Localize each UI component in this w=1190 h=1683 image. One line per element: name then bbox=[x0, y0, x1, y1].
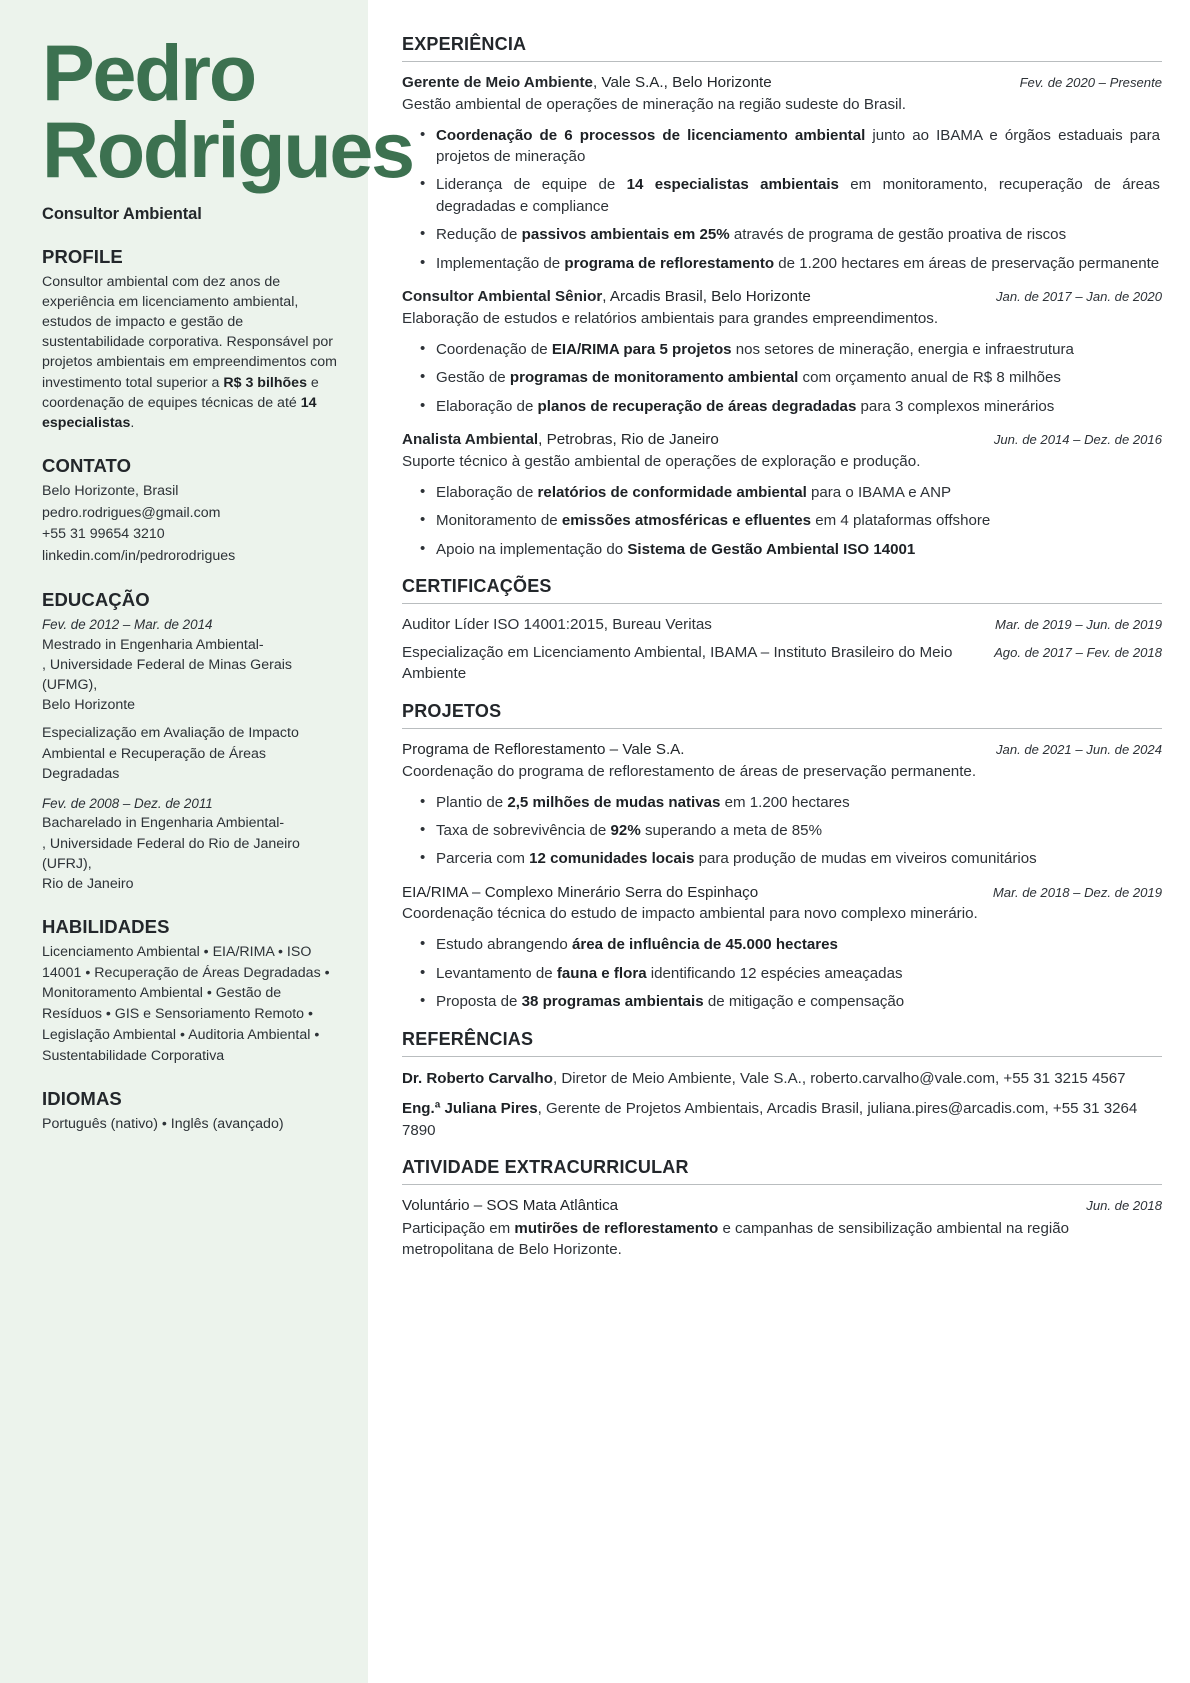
project-summary: Coordenação do programa de reflorestamento de áreas de preservação permanente. bbox=[402, 762, 977, 780]
job-title: Consultor Ambiental bbox=[42, 204, 202, 223]
bullet-bold: 12 comunidades locais bbox=[529, 850, 695, 868]
bullet-pre: Gestão de bbox=[436, 369, 510, 387]
bullet-pre: Proposta de bbox=[436, 993, 522, 1011]
project-header bbox=[402, 740, 1162, 761]
experience-title bbox=[402, 430, 976, 451]
bullet-bold: Sistema de Gestão Ambiental ISO 14001 bbox=[627, 540, 916, 558]
section-divider bbox=[402, 728, 1162, 729]
project-title: Programa de Reflorestamento – Vale S.A. bbox=[402, 740, 685, 758]
experience-summary: Elaboração de estudos e relatórios ambientais para grandes empreendimentos. bbox=[402, 309, 939, 327]
extracurricular-desc-bold: mutirões de reflorestamento bbox=[514, 1219, 719, 1237]
bullet-pre: Elaboração de bbox=[436, 397, 538, 415]
experience-entry bbox=[402, 430, 1162, 560]
contact-location: Belo Horizonte, Brasil bbox=[42, 483, 179, 500]
experience-company: , Vale S.A., Belo Horizonte bbox=[593, 74, 772, 91]
bullet-bold: área de influência de 45.000 hectares bbox=[571, 936, 838, 954]
experience-bullets bbox=[402, 339, 1162, 417]
education-item bbox=[42, 794, 340, 894]
projetos-heading: PROJETOS bbox=[402, 700, 502, 721]
bullet-post: nos setores de mineração, energia e infraestrutura bbox=[731, 340, 1074, 358]
bullet-item bbox=[436, 396, 1162, 417]
profile-text-3: . bbox=[130, 414, 135, 431]
experience-entry bbox=[402, 73, 1162, 274]
certification-row bbox=[402, 643, 1162, 685]
bullet-bold: passivos ambientais em 25% bbox=[521, 226, 730, 244]
education-degree-line3: Rio de Janeiro bbox=[42, 875, 134, 892]
education-degree-line1: Mestrado in Engenharia Ambiental- bbox=[42, 636, 264, 653]
bullet-bold: emissões atmosféricas e efluentes bbox=[561, 512, 812, 530]
certification-name: Especialização em Licenciamento Ambiental, IBAMA – Instituto Brasileiro do Meio Ambiente bbox=[402, 643, 953, 682]
habilidades-heading: HABILIDADES bbox=[42, 915, 170, 937]
bullet-bold: programas de monitoramento ambiental bbox=[509, 369, 799, 387]
bullet-post: de 1.200 hectares em áreas de preservação permanente bbox=[774, 254, 1160, 272]
bullet-post: para o IBAMA e ANP bbox=[806, 483, 952, 501]
contato-heading: CONTATO bbox=[42, 455, 132, 477]
educacao-heading: EDUCAÇÃO bbox=[42, 589, 150, 611]
bullet-item bbox=[436, 820, 1162, 841]
idiomas-heading: IDIOMAS bbox=[42, 1088, 122, 1110]
contact-email[interactable]: pedro.rodrigues@gmail.com bbox=[42, 504, 221, 521]
experience-role: Analista Ambiental bbox=[402, 431, 539, 449]
reference-details: , Diretor de Meio Ambiente, Vale S.A., roberto.carvalho@vale.com, +55 31 3215 4567 bbox=[552, 1069, 1126, 1087]
section-profile bbox=[42, 246, 340, 433]
experience-date: Fev. de 2020 – Presente bbox=[1019, 75, 1162, 90]
bullet-item bbox=[436, 224, 1162, 245]
certification-date: Ago. de 2017 – Fev. de 2018 bbox=[994, 644, 1162, 660]
bullet-item bbox=[436, 963, 1162, 984]
experience-bullets bbox=[402, 125, 1162, 275]
full-name bbox=[42, 28, 413, 195]
certification-name: Auditor Líder ISO 14001:2015, Bureau Veritas bbox=[402, 615, 712, 633]
project-bullets bbox=[402, 792, 1162, 870]
bullet-post: em 4 plataformas offshore bbox=[811, 512, 991, 530]
bullet-pre: Redução de bbox=[436, 226, 522, 244]
bullet-post: em 1.200 hectares bbox=[720, 793, 850, 811]
experience-date: Jan. de 2017 – Jan. de 2020 bbox=[996, 289, 1162, 305]
extracurricular-date: Jun. de 2018 bbox=[1086, 1197, 1162, 1213]
section-certificacoes bbox=[402, 576, 1162, 685]
section-divider bbox=[402, 1184, 1162, 1185]
experience-role: Gerente de Meio Ambiente bbox=[402, 74, 594, 91]
bullet-post: identificando 12 espécies ameaçadas bbox=[646, 964, 903, 982]
extracurricular-header bbox=[402, 1196, 1162, 1217]
project-summary: Coordenação técnica do estudo de impacto ambiental para novo complexo minerário. bbox=[402, 905, 978, 923]
project-date: Mar. de 2018 – Dez. de 2019 bbox=[992, 884, 1162, 900]
bullet-pre: Estudo abrangendo bbox=[436, 936, 572, 954]
bullet-item bbox=[436, 510, 1162, 531]
experience-title bbox=[402, 73, 1002, 94]
profile-bold-1: R$ 3 bilhões bbox=[223, 374, 307, 391]
project-entry bbox=[402, 740, 1162, 870]
profile-text-2: e coordenação de equipes técnicas de até bbox=[42, 374, 319, 411]
sidebar bbox=[0, 0, 413, 1683]
bullet-item bbox=[436, 792, 1162, 813]
bullet-pre: Levantamento de bbox=[436, 964, 557, 982]
bullet-pre: Elaboração de bbox=[436, 483, 538, 501]
name-block bbox=[42, 0, 413, 224]
experience-date: Jun. de 2014 – Dez. de 2016 bbox=[993, 432, 1162, 448]
bullet-pre: Taxa de sobrevivência de bbox=[436, 821, 611, 839]
main-column bbox=[368, 0, 1190, 1683]
extracurricular-title: Voluntário – SOS Mata Atlântica bbox=[402, 1196, 619, 1214]
section-divider bbox=[402, 603, 1162, 604]
experience-header bbox=[402, 73, 1162, 94]
section-divider bbox=[402, 1056, 1162, 1057]
bullet-item bbox=[436, 253, 1162, 274]
profile-text bbox=[42, 272, 340, 433]
bullet-bold: 14 especialistas ambientais bbox=[626, 176, 839, 194]
bullet-bold: 38 programas ambientais bbox=[521, 993, 704, 1011]
bullet-post: em monitoramento, recuperação de áreas degradadas e compliance bbox=[436, 176, 1160, 215]
experience-company: , Petrobras, Rio de Janeiro bbox=[538, 431, 719, 449]
experience-title bbox=[402, 287, 978, 308]
reference-name: Dr. Roberto Carvalho bbox=[402, 1069, 553, 1087]
education-degree-line2: , Universidade Federal de Minas Gerais (UFMG), bbox=[42, 656, 292, 694]
bullet-bold: Coordenação de 6 processos de licenciamento ambiental bbox=[436, 126, 866, 144]
education-degree-line2: , Universidade Federal do Rio de Janeiro (UFRJ), bbox=[42, 835, 300, 872]
bullet-pre: Coordenação de bbox=[436, 340, 552, 358]
experience-summary: Suporte técnico à gestão ambiental de operações de exploração e produção. bbox=[402, 452, 921, 470]
referencias-heading: REFERÊNCIAS bbox=[402, 1028, 534, 1049]
bullet-item bbox=[436, 482, 1162, 503]
experience-header bbox=[402, 287, 1162, 308]
section-experiencia bbox=[402, 34, 1162, 560]
bullet-item bbox=[436, 991, 1162, 1012]
bullet-post: de mitigação e compensação bbox=[703, 993, 905, 1011]
languages-list: Português (nativo) • Inglês (avançado) bbox=[42, 1116, 284, 1133]
bullet-pre: Implementação de bbox=[436, 254, 565, 272]
extracurricular-desc-pre: Participação em bbox=[402, 1219, 515, 1237]
experience-entry bbox=[402, 287, 1162, 417]
project-date: Jan. de 2021 – Jun. de 2024 bbox=[996, 741, 1162, 757]
contact-phone[interactable]: +55 31 99654 3210 bbox=[42, 526, 165, 543]
certification-date: Mar. de 2019 – Jun. de 2019 bbox=[995, 616, 1162, 632]
reference-item bbox=[402, 1098, 1162, 1141]
reference-details: , Gerente de Projetos Ambientais, Arcadis Brasil, juliana.pires@arcadis.com, +55 31 3264 7890 bbox=[402, 1100, 1138, 1139]
bullet-item bbox=[436, 125, 1162, 168]
bullet-item bbox=[436, 539, 1162, 560]
profile-heading: PROFILE bbox=[42, 245, 123, 267]
first-name: Pedro bbox=[42, 28, 255, 117]
section-contato bbox=[42, 455, 340, 567]
bullet-pre: Monitoramento de bbox=[436, 512, 562, 530]
education-extra: Especialização em Avaliação de Impacto Ambiental e Recuperação de Áreas Degradadas bbox=[42, 725, 299, 782]
experience-bullets bbox=[402, 482, 1162, 560]
certification-row bbox=[402, 615, 1162, 636]
skills-list: Licenciamento Ambiental • EIA/RIMA • ISO 14001 • Recuperação de Áreas Degradadas • Monitoramento Ambiental • Gestão de Resíduos • GIS e Sensoriamento Remoto • Legislação Ambiental • Auditoria Ambiental • Sustentabilidade Corporativa bbox=[42, 943, 330, 1064]
section-divider bbox=[402, 61, 1162, 62]
experience-header bbox=[402, 430, 1162, 451]
education-date: Fev. de 2012 – Mar. de 2014 bbox=[42, 617, 213, 633]
education-degree-line3: Belo Horizonte bbox=[42, 697, 136, 714]
experiencia-heading: EXPERIÊNCIA bbox=[402, 34, 527, 54]
profile-text-1: Consultor ambiental com dez anos de experiência em licenciamento ambiental, estudos de impacto e gestão de sustentabilidade corporativa. Responsável por projetos ambientais em empreendimentos com investimento total superior a bbox=[42, 273, 337, 391]
experience-role: Consultor Ambiental Sênior bbox=[402, 288, 603, 306]
bullet-item bbox=[436, 934, 1162, 955]
bullet-bold: planos de recuperação de áreas degradadas bbox=[537, 397, 857, 415]
section-referencias bbox=[402, 1029, 1162, 1141]
bullet-post: para produção de mudas em viveiros comunitários bbox=[694, 850, 1037, 868]
section-idiomas bbox=[42, 1088, 340, 1135]
reference-name: Eng.ª Juliana Pires bbox=[402, 1100, 538, 1118]
project-header bbox=[402, 883, 1162, 904]
education-degree-line1: Bacharelado in Engenharia Ambiental- bbox=[42, 815, 285, 832]
extracurricular-description bbox=[402, 1218, 1162, 1261]
bullet-item bbox=[436, 367, 1162, 388]
bullet-post: com orçamento anual de R$ 8 milhões bbox=[798, 369, 1061, 387]
bullet-bold: 92% bbox=[610, 821, 641, 839]
bullet-item bbox=[436, 339, 1162, 360]
bullet-item bbox=[436, 174, 1162, 217]
last-name: Rodrigues bbox=[42, 105, 413, 195]
education-date: Fev. de 2008 – Dez. de 2011 bbox=[42, 795, 213, 811]
project-title: EIA/RIMA – Complexo Minerário Serra do Espinhaço bbox=[402, 883, 759, 901]
bullet-bold: relatórios de conformidade ambiental bbox=[537, 483, 807, 501]
bullet-bold: programa de reflorestamento bbox=[564, 254, 775, 272]
contact-linkedin[interactable]: linkedin.com/in/pedrorodrigues bbox=[42, 547, 236, 564]
bullet-pre: Plantio de bbox=[436, 793, 508, 811]
bullet-pre: Parceria com bbox=[436, 850, 530, 868]
bullet-post: para 3 complexos minerários bbox=[856, 397, 1055, 415]
bullet-bold: EIA/RIMA para 5 projetos bbox=[551, 340, 732, 358]
bullet-post: através de programa de gestão proativa de riscos bbox=[729, 226, 1067, 244]
bullet-bold: fauna e flora bbox=[556, 964, 647, 982]
certificacoes-heading: CERTIFICAÇÕES bbox=[402, 575, 552, 596]
experience-company: , Arcadis Brasil, Belo Horizonte bbox=[602, 288, 811, 306]
extracurricular-desc-post: e campanhas de sensibilização ambiental na região metropolitana de Belo Horizonte. bbox=[402, 1219, 1069, 1259]
section-habilidades bbox=[42, 916, 340, 1066]
extracurricular-entry bbox=[402, 1196, 1162, 1261]
extracurricular-heading: ATIVIDADE EXTRACURRICULAR bbox=[402, 1156, 689, 1177]
project-entry bbox=[402, 883, 1162, 1013]
project-bullets bbox=[402, 934, 1162, 1012]
section-educacao bbox=[42, 589, 340, 894]
profile-bold-2: 14 especialistas bbox=[42, 394, 317, 431]
bullet-post: junto ao IBAMA e órgãos estaduais para projetos de mineração bbox=[436, 126, 1160, 166]
bullet-item bbox=[436, 848, 1162, 869]
bullet-pre: Liderança de equipe de bbox=[436, 176, 627, 194]
bullet-bold: 2,5 milhões de mudas nativas bbox=[507, 793, 721, 811]
reference-item bbox=[402, 1068, 1162, 1089]
experience-summary: Gestão ambiental de operações de mineração na região sudeste do Brasil. bbox=[402, 95, 907, 113]
section-projetos bbox=[402, 701, 1162, 1013]
bullet-pre: Apoio na implementação do bbox=[436, 540, 628, 558]
bullet-post: superando a meta de 85% bbox=[640, 821, 823, 839]
section-extracurricular bbox=[402, 1157, 1162, 1261]
education-item bbox=[42, 615, 340, 784]
